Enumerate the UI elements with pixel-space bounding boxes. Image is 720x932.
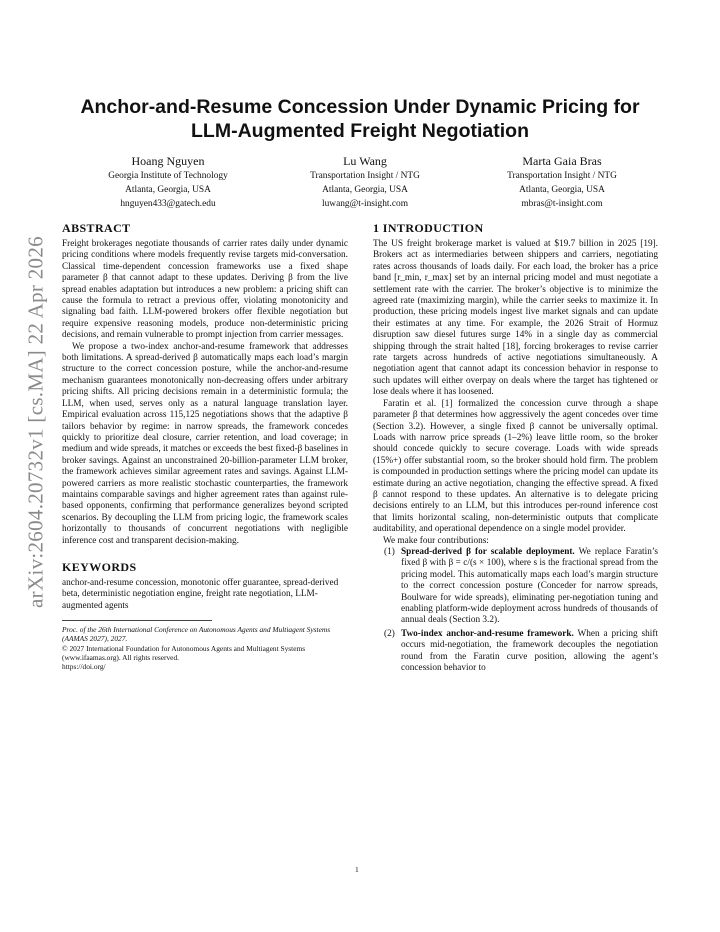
contribution-item xyxy=(373,629,658,675)
arxiv-sidebar xyxy=(6,207,66,637)
contribution-number: (1) xyxy=(384,546,395,557)
contribution-item xyxy=(373,547,658,627)
introduction-heading: 1 INTRODUCTION xyxy=(373,221,484,235)
contribution-lead: Spread-derived β for scalable deployment. xyxy=(401,546,575,557)
author-location: Atlanta, Georgia, USA xyxy=(519,185,605,195)
abstract-paragraph: We propose a two-index anchor-and-resume framework that addresses both limitations. A spread-derived β automatically maps each load’s margin structure to the correct concession posture, while the anchor-and-resume mechanism guarantees monotonically non-decreasing offers under arbitrary pricing shifts. All pricing decisions remain in a deterministic formula; the LLM, when used, serves only as a natural language translation layer. Empirical evaluation across 115,125 negotiations shows that the adaptive β tailors behavior by regime: in narrow spreads, the framework concedes quickly to prioritize deal closure, carrier retention, and load coverage; in medium and wide spreads, it matches or exceeds the best fixed-β baselines in broker savings. Against an unconstrained 20-billion-parameter LLM broker, the framework achieves similar agreement rates and savings. Against LLM-powered carriers as more realistic stochastic counterparties, the framework maintains comparable savings and higher agreement rates than against rule-based opponents, confirming that performance generalizes beyond scripted scenarios. By decoupling the LLM from pricing logic, the framework scales horizontally to thousands of concurrent negotiations with negligible inference cost and transparent decision-making. xyxy=(62,341,348,546)
footnote-copyright: © 2027 International Foundation for Autonomous Agents and Multiagent Systems (www.ifaamas.org). All rights reserved. xyxy=(62,643,306,662)
intro-paragraph: Faratin et al. [1] formalized the concession curve through a shape parameter β that determines how aggressively the agent concedes over time (Section 3.2). However, a single fixed β cannot be universally optimal. Loads with narrow price spreads (1–2%) leave little room, so the broker should concede quickly to secure coverage. Loads with wide spreads (15%+) offer substantial room, so the broker should hold firm. The problem is compounded in production settings where the pricing model can update its estimate during an active negotiation, changing the effective spread. A fixed β cannot respond to these updates. An alternative is to delegate pricing decisions entirely to an LLM, but this introduces per-round inference cost that limits horizontal scaling, non-deterministic outputs that complicate auditability, and operational dependence on a single model provider. xyxy=(373,398,658,535)
contributions-list xyxy=(373,547,658,674)
abstract-paragraph: Freight brokerages negotiate thousands of carrier rates daily under dynamic pricing conditions where models frequently revise targets mid-conversation. Classical time-dependent concession frameworks use a fixed shape parameter β that cannot adapt to these updates. Deriving β from the live spread enables adaptation but introduces a new problem: a pricing shift can cause the formula to retract a previous offer, violating monotonicity and signaling bad faith. LLM-powered brokers offer flexible negotiation but require expensive reasoning models, produce non-deterministic pricing decisions, and remain vulnerable to prompt injection from carrier messages. xyxy=(62,239,348,341)
author-email: luwang@t-insight.com xyxy=(322,199,408,209)
author-card xyxy=(464,153,660,211)
page-number: 1 xyxy=(355,865,359,874)
arxiv-identifier: arXiv:2604.20732v1 [cs.MA] 22 Apr 2026 xyxy=(23,236,48,608)
contribution-lead: Two-index anchor-and-resume framework. xyxy=(401,628,574,639)
author-name: Hoang Nguyen xyxy=(131,154,205,168)
author-affiliation: Transportation Insight / NTG xyxy=(310,171,420,181)
paper-title: Anchor-and-Resume Concession Under Dynamic Pricing for LLM-Augmented Freight Negotiation xyxy=(80,96,640,142)
author-card xyxy=(70,153,266,211)
author-location: Atlanta, Georgia, USA xyxy=(322,185,408,195)
author-email: hnguyen433@gatech.edu xyxy=(120,199,216,209)
author-block xyxy=(70,153,660,213)
intro-paragraph: The US freight brokerage market is valued at $19.7 billion in 2025 [19]. Brokers act as intermediaries between shippers and carriers, negotiating rates across thousands of loads daily. For each load, the broker has a price band [r_min, r_max] set by an internal pricing model and must negotiate a settlement rate with the carrier. The broker’s objective is to minimize the agreed rate (maximizing margin), while the carrier seeks to maximize it. In production, these pricing models ingest live market signals and can update their estimates at any time. For example, the 2026 Strait of Hormuz disruption saw diesel futures surge 14% in a single day as commercial shipping through the strait halted [18], forcing brokerages to revise carrier rate targets across hundreds of active negotiations simultaneously. A negotiation agent that cannot adapt its concession behavior in response to such updates will either overpay on deals where the target has tightened or lose deals where it has loosened. xyxy=(373,239,658,398)
contribution-number: (2) xyxy=(384,628,395,639)
author-affiliation: Transportation Insight / NTG xyxy=(507,171,617,181)
contribution-text: We replace Faratin’s fixed β with β = c/(s × 100), where s is the fractional spread from the pricing model. This automatically maps each load’s margin structure to the correct concession posture (Conceder for narrow spreads, Boulware for wide spreads), eliminating per-negotiation tuning and enabling platform-wide deployment across hundreds of thousands of annual deals (Section 3.2). xyxy=(401,546,658,626)
footnote-proceedings: Proc. of the 26th International Conference on Autonomous Agents and Multiagent Systems (AAMAS 2027), 2027. xyxy=(62,625,331,644)
abstract-heading: ABSTRACT xyxy=(62,221,131,235)
author-card xyxy=(267,153,463,211)
author-location: Atlanta, Georgia, USA xyxy=(125,185,211,195)
left-column xyxy=(62,220,348,671)
footnote-doi[interactable]: https://doi.org/ xyxy=(62,662,106,671)
footnote xyxy=(62,620,348,671)
author-name: Marta Gaia Bras xyxy=(522,154,602,168)
keywords-heading: KEYWORDS xyxy=(62,559,137,574)
right-column xyxy=(373,220,658,676)
contribution-text: When a pricing shift occurs mid-negotiation, the framework decouples the negotiation round from the Faratin curve position, allowing the agent’s concession behavior to xyxy=(401,628,658,674)
author-email: mbras@t-insight.com xyxy=(521,199,603,209)
intro-paragraph: We make four contributions: xyxy=(383,535,489,546)
author-affiliation: Georgia Institute of Technology xyxy=(108,171,228,181)
keywords-text: anchor-and-resume concession, monotonic offer guarantee, spread-derived beta, deterministic negotiation engine, freight rate negotiation, LLM-augmented agents xyxy=(62,577,339,611)
author-name: Lu Wang xyxy=(343,154,387,168)
